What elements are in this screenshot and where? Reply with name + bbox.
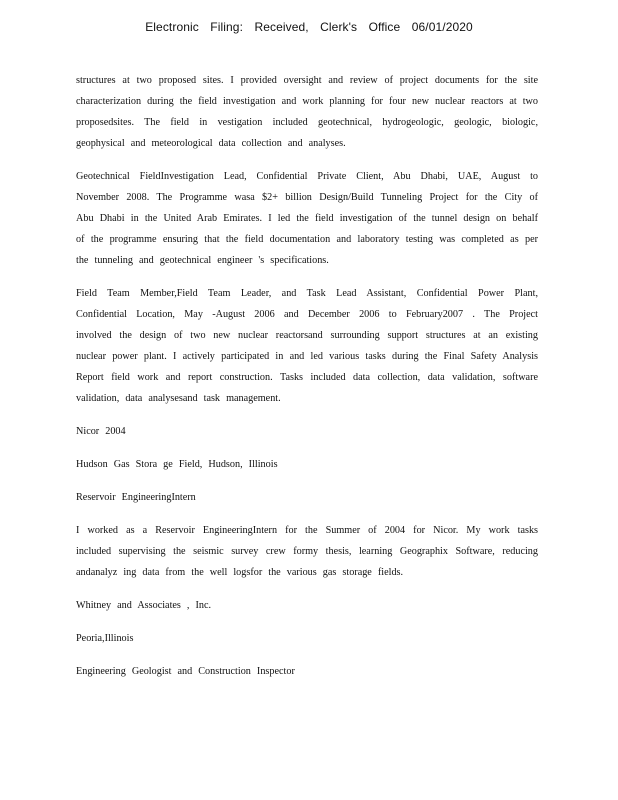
employer-nicor: Nicor 2004 bbox=[76, 426, 126, 437]
job-title-intern: Reservoir EngineeringIntern bbox=[76, 492, 196, 503]
paragraph-site-characterization: structures at two proposed sites. I provided oversight and review of project documents for the site characterization during the field investigation and work planning for four new nuclear reactors at two proposedsites. The field in vestigation included geotechnical, hydrogeologic, geologic, biologic, geophysical and meteorological data collection and analyses. bbox=[76, 75, 539, 149]
employer-whitney: Whitney and Associates , Inc. bbox=[76, 600, 212, 611]
location-peoria: Peoria,Illinois bbox=[76, 633, 134, 644]
document-body bbox=[76, 70, 538, 694]
paragraph-power-plant-project: Field Team Member,Field Team Leader, and Task Lead Assistant, Confidential Power Plant, Confidential Location, May -August 2006 and December 2006 to February2007 . The Project involved the design of two new nuclear reactorsand surrounding support structures at an existing nuclear power plant. I actively participated in and led various tasks during the Final Safety Analysis Report field work and report construction. Tasks included data collection, data validation, software validation, data analysesand task management. bbox=[76, 288, 538, 404]
location-hudson: Hudson Gas Stora ge Field, Hudson, Illinois bbox=[76, 459, 278, 470]
filing-header: Electronic Filing: Received, Clerk's Office 06/01/2020 bbox=[145, 20, 473, 34]
paragraph-abu-dhabi-project: Geotechnical FieldInvestigation Lead, Confidential Private Client, Abu Dhabi, UAE, August to November 2008. The Programme wasa $2+ billion Design/Build Tunneling Project for the City of Abu Dhabi in the United Arab Emirates. I led the field investigation of the tunnel design on behalf of the programme ensuring that the field documentation and laboratory testing was completed as per the tunneling and geotechnical engineer 's specifications. bbox=[76, 171, 538, 266]
job-title-geologist: Engineering Geologist and Construction Inspector bbox=[76, 666, 295, 677]
paragraph-nicor-internship: I worked as a Reservoir EngineeringIntern for the Summer of 2004 for Nicor. My work tasks included supervising the seismic survey crew formy thesis, learning Geographix Software, reducing andanalyz ing data from the well logsfor the various gas storage fields. bbox=[76, 525, 538, 578]
